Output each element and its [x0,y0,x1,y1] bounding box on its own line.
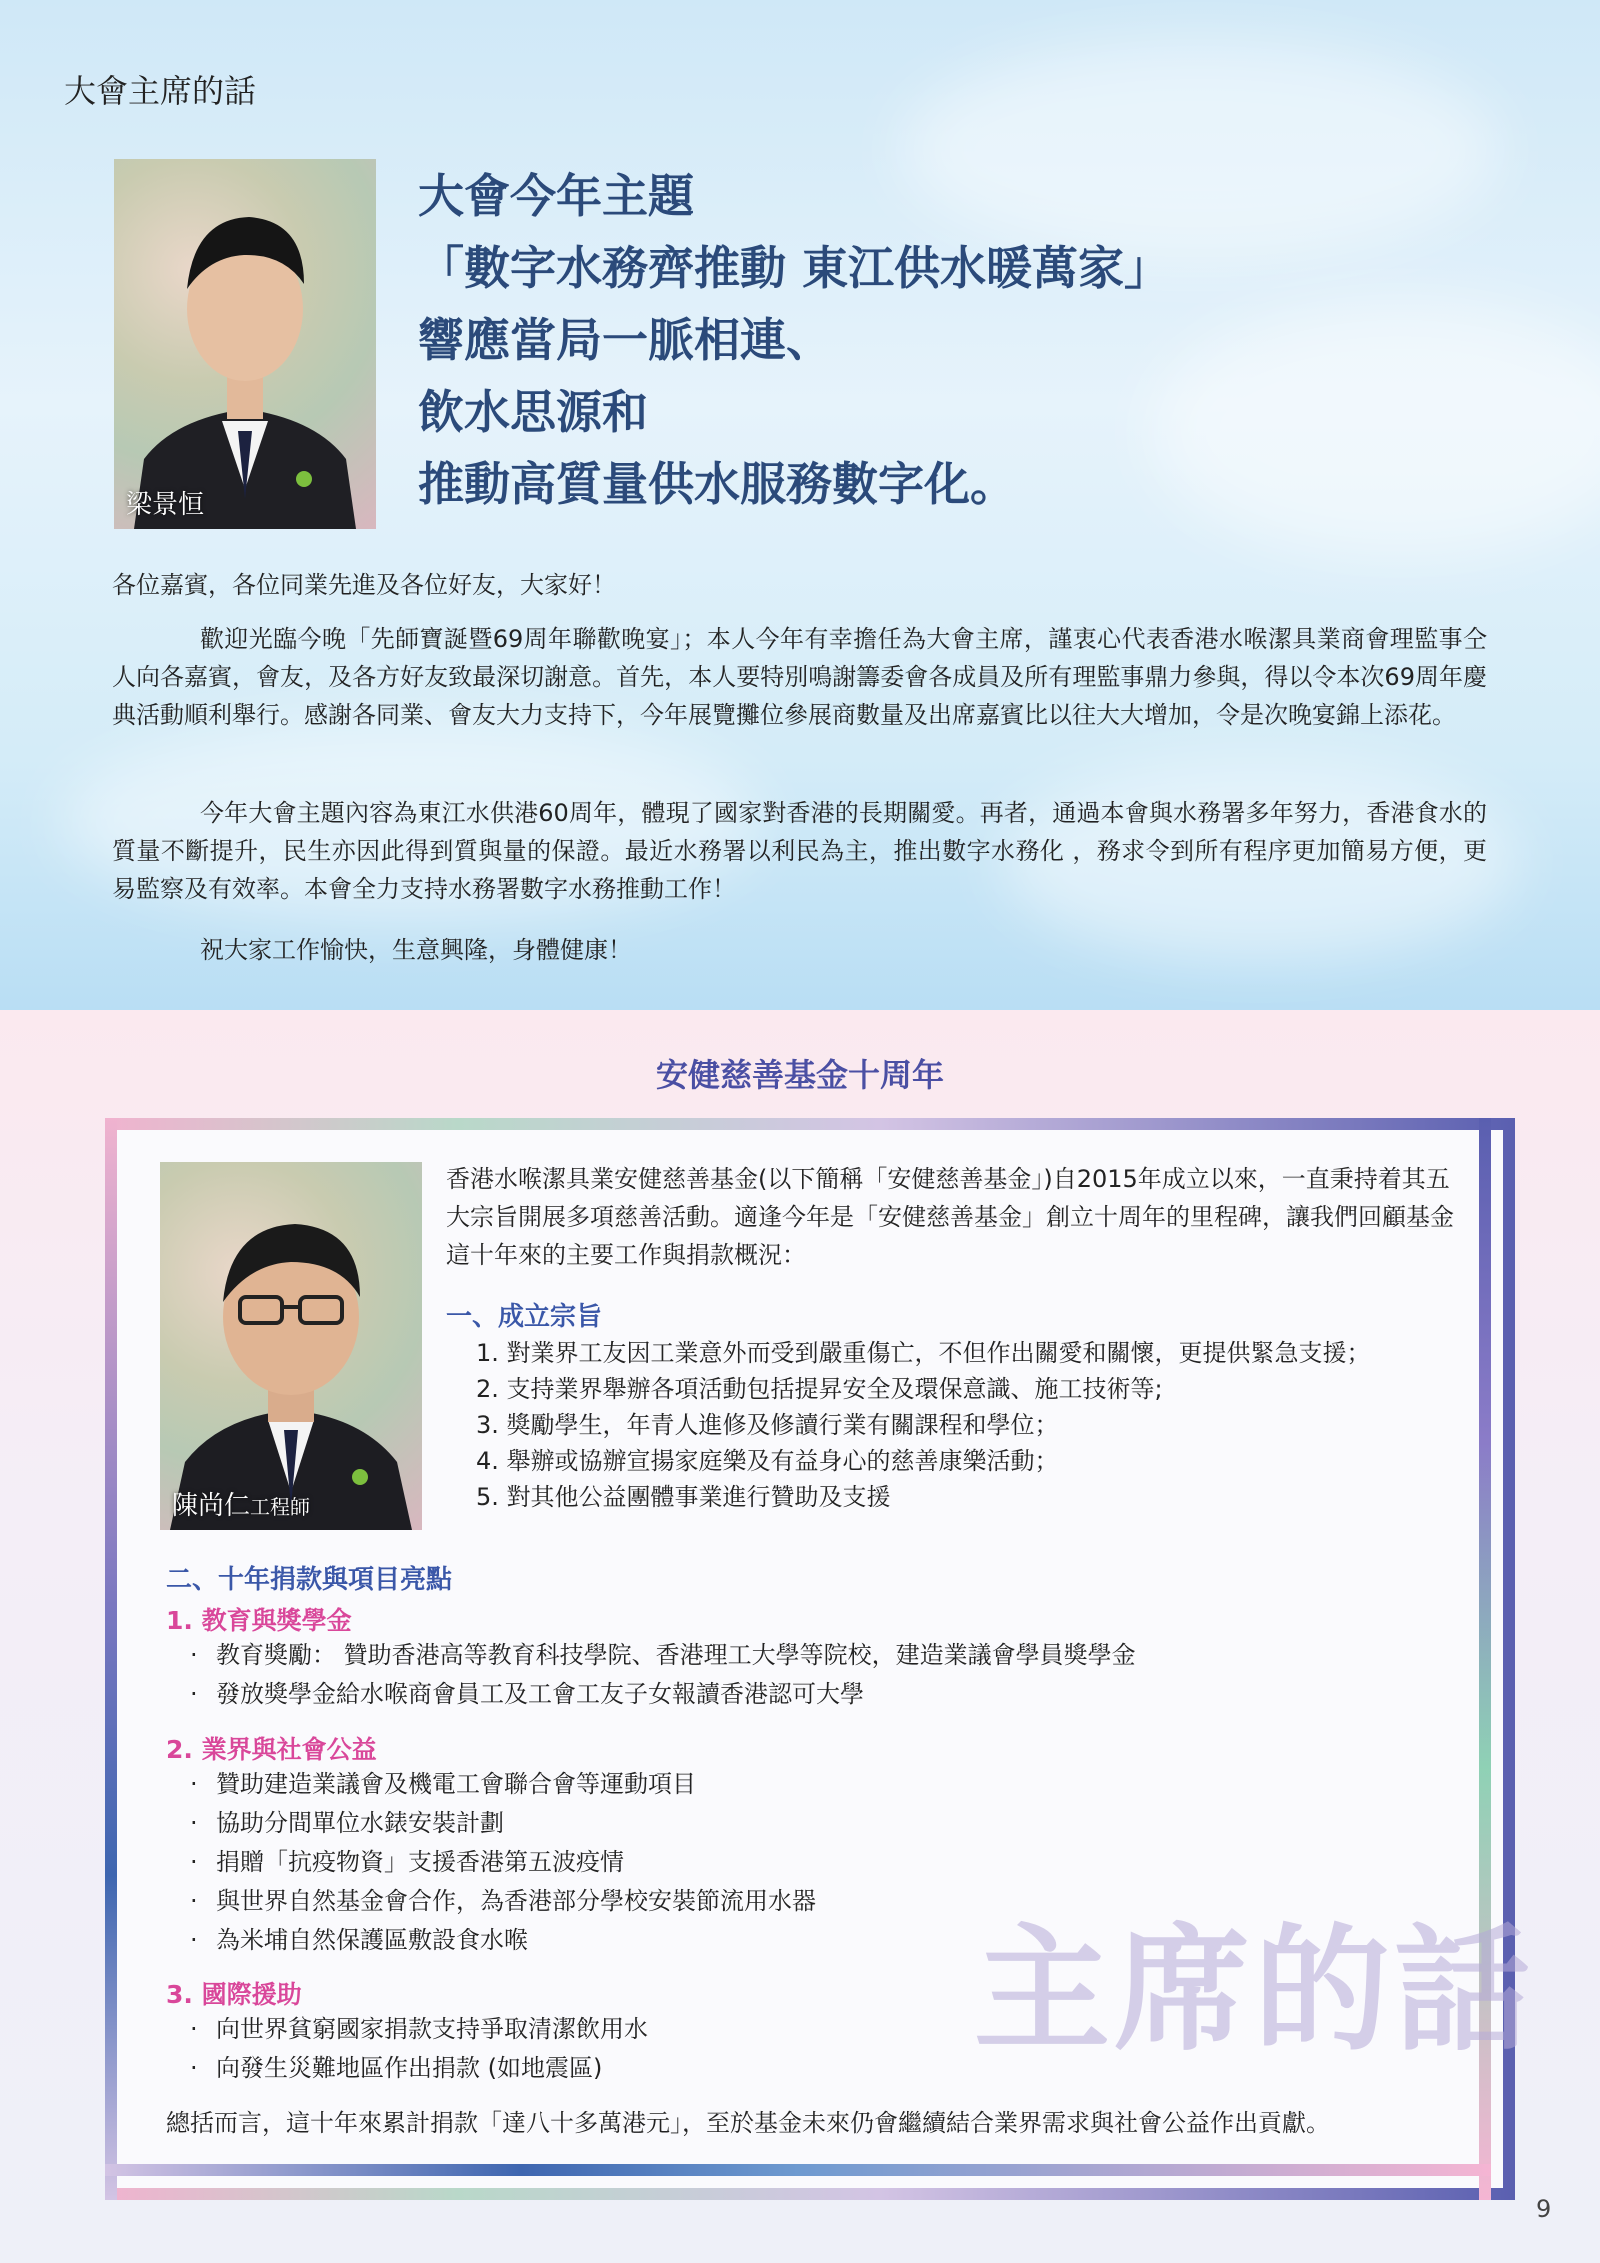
list-item: 5. 對其他公益團體事業進行贊助及支援 [476,1483,891,1511]
list-item: · 協助分間單位水錶安裝計劃 [190,1804,816,1843]
fund-person-title: 工程師 [250,1495,311,1519]
headline-line: 飲水思源和 [418,385,648,439]
list-item: · 捐贈「抗疫物資」支援香港第五波疫情 [190,1843,816,1882]
fund-summary: 總括而言，這十年來累計捐款「達八十多萬港元」，至於基金未來仍會繼續結合業界需求與社會公益作出貢獻。 [166,2109,1330,2137]
page-number: 9 [1536,2195,1552,2223]
headline-line: 大會今年主題 [418,169,694,223]
list-item: · 贊助建造業議會及機電工會聯合會等運動項目 [190,1765,816,1804]
bullet-list [190,2010,648,2088]
greeting: 各位嘉賓，各位同業先進及各位好友，大家好！ [112,571,616,599]
portrait-illustration [160,1162,422,1530]
headline-line: 推動高質量供水服務數字化。 [418,457,1016,511]
highlights-heading: 二、十年捐款與項目亮點 [166,1565,453,1595]
list-item: · 與世界自然基金會合作，為香港部分學校安裝節流用水器 [190,1882,816,1921]
speech-closing: 祝大家工作愉快，生意興隆，身體健康！ [200,936,632,964]
fund-person-name: 陳尚仁 [172,1491,251,1521]
watermark: 主席的話 [974,1912,1534,2070]
bullet-list [190,1636,1136,1714]
headline-line: 響應當局一脈相連、 [418,313,832,367]
list-item: · 向世界貧窮國家捐款支持爭取清潔飲用水 [190,2010,648,2049]
list-item: 3. 獎勵學生，年青人進修及修讀行業有關課程和學位； [476,1411,1059,1439]
list-item: · 為米埔自然保護區敷設食水喉 [190,1921,816,1960]
list-item: · 向發生災難地區作出捐款 (如地震區) [190,2049,648,2088]
aims-list [476,1335,1371,1515]
list-item: 2. 支持業界舉辦各項活動包括提昇安全及環保意識、施工技術等; [476,1375,1163,1403]
list-item: 1. 對業界工友因工業意外而受到嚴重傷亡，不但作出關愛和關懷，更提供緊急支援； [476,1339,1371,1367]
frame-edge [105,2164,1491,2176]
chairman-name: 梁景恒 [126,490,205,520]
list-item: · 發放獎學金給水喉商會員工及工會工友子女報讀香港認可大學 [190,1675,1136,1714]
fund-intro: 香港水喉潔具業安健慈善基金(以下簡稱「安健慈善基金」)自2015年成立以來，一直秉持着其五大宗旨開展多項慈善活動。適逢今年是「安健慈善基金」創立十周年的里程碑，讓我們回顧基金這十年來的主要工作與捐款概況： [446,1165,1454,1269]
frame-edge [105,1118,117,2200]
speech-paragraph: 今年大會主題內容為東江水供港60周年，體現了國家對香港的長期關愛。再者，通過本會與水務署多年努力，香港食水的質量不斷提升，民生亦因此得到質與量的保證。最近水務署以利民為主，推出數字水務化 ，務求令到所有程序更加簡易方便，更易監察及有效率。本會全力支持水務署數字水務推動工作！ [112,799,1487,903]
fund-title: 安健慈善基金十周年 [655,1056,944,1094]
headline-line: 「數字水務齊推動 東江供水暖萬家」 [418,241,1171,295]
category-heading: 3. 國際援助 [166,1980,302,2009]
speech-paragraph: 歡迎光臨今晚「先師寶誕暨69周年聯歡晚宴」；本人今年有幸擔任為大會主席，謹衷心代表香港水喉潔具業商會理監事仝人向各嘉賓，會友，及各方好友致最深切謝意。首先，本人要特別鳴謝籌委會各成員及所有理監事鼎力參與，得以令本次69周年慶典活動順利舉行。感謝各同業、會友大力支持下，今年展覽攤位參展商數量及出席嘉賓比以往大大增加，令是次晚宴錦上添花。 [112,625,1487,729]
bullet-list [190,1765,816,1960]
category-heading: 1. 教育與獎學金 [166,1606,352,1635]
list-item: · 教育獎勵： 贊助香港高等教育科技學院、香港理工大學等院校，建造業議會學員獎學金 [190,1636,1136,1675]
headline [418,160,1518,520]
aims-heading: 一、成立宗旨 [446,1302,603,1332]
fund-person-caption [172,1485,310,1522]
list-item: 4. 舉辦或協辦宣揚家庭樂及有益身心的慈善康樂活動； [476,1447,1059,1475]
fund-person-photo [160,1162,422,1530]
chairman-photo [114,159,376,529]
section-label: 大會主席的話 [64,72,257,110]
portrait-illustration [114,159,376,529]
category-heading: 2. 業界與社會公益 [166,1735,377,1764]
